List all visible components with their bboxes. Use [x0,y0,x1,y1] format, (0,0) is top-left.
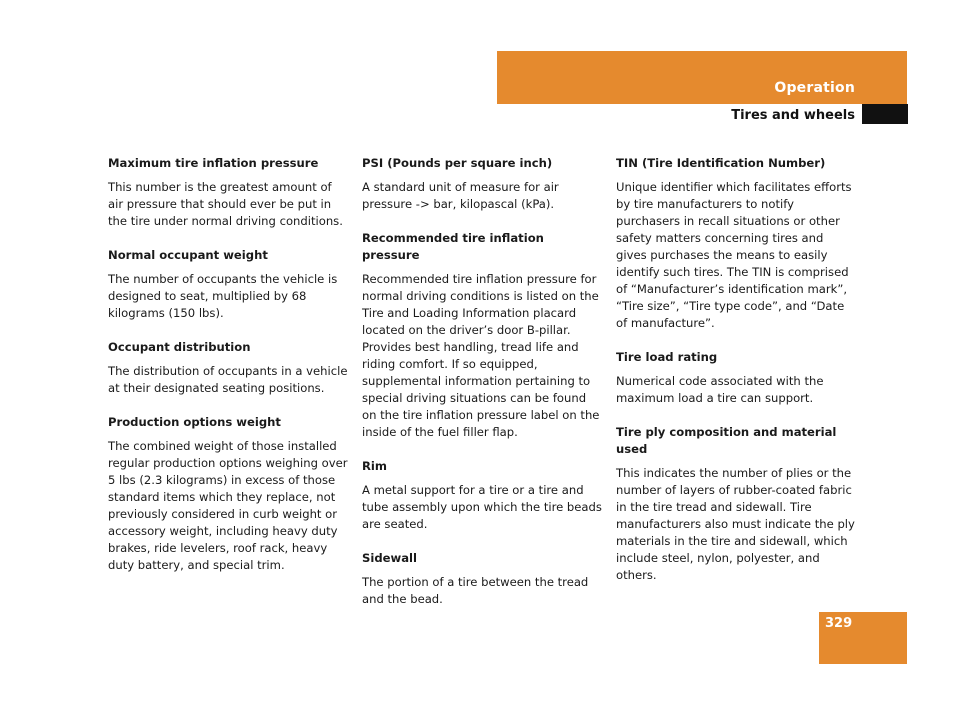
column-2 [362,155,602,625]
term-description: This number is the greatest amount of air pressure that should ever be put in the tire under normal driving conditions. [108,180,343,228]
column-3 [616,155,856,601]
term-description: The number of occupants the vehicle is designed to seat, multiplied by 68 kilograms (150 lbs). [108,272,338,320]
term-heading: Rim [362,459,387,473]
page-number: 329 [825,616,853,631]
term-heading: Production options weight [108,415,281,429]
term-description: Recommended tire inflation pressure for normal driving conditions is listed on the Tire and Loading Information placard located on the driver’s door B-pillar. Provides best handling, tread life and riding comfort. If so equipped, supplemental information pertaining to special driving situations can be found on the tire inflation pressure label on the inside of the fuel filler flap. [362,272,600,439]
term-description: The combined weight of those installed regular production options weighing over 5 lbs (2.3 kilograms) in excess of those standard items which they replace, not previously considered in curb weight or accessory weight, including heavy duty brakes, ride levelers, roof rack, heavy duty battery, and special trim. [108,439,348,572]
term-heading: Occupant distribution [108,340,251,354]
term-description: A standard unit of measure for air pressure -> bar, kilopascal (kPa). [362,180,559,211]
term-heading: Maximum tire inflation pressure [108,156,319,170]
term-heading: Tire ply composition and material used [616,425,837,456]
term-heading: Tire load rating [616,350,718,364]
term-description: This indicates the number of plies or the number of layers of rubber-coated fabric in the tire tread and sidewall. Tire manufacturers also must indicate the ply materials in the tire and sidewall, which include steel, nylon, polyester, and others. [616,466,855,582]
subsection-title: Tires and wheels [731,108,855,123]
term-description: A metal support for a tire or a tire and tube assembly upon which the tire beads are seated. [362,483,602,531]
term-description: Numerical code associated with the maximum load a tire can support. [616,374,824,405]
column-1 [108,155,348,591]
term-description: The distribution of occupants in a vehicle at their designated seating positions. [108,364,348,395]
term-heading: Recommended tire inflation pressure [362,231,544,262]
term-heading: TIN (Tire Identification Number) [616,156,826,170]
term-description: Unique identifier which facilitates efforts by tire manufacturers to notify purchasers in recall situations or other safety matters concerning tires and gives purchases the means to easily identify such tires. The TIN is comprised of “Manufacturer’s identification mark”, “Tire size”, “Tire type code”, and “Date of manufacture”. [616,180,852,330]
header-bar [497,51,907,104]
section-title: Operation [774,80,855,96]
chapter-tab-marker [862,104,908,124]
term-heading: Normal occupant weight [108,248,268,262]
term-heading: Sidewall [362,551,417,565]
term-description: The portion of a tire between the tread and the bead. [362,575,589,606]
term-heading: PSI (Pounds per square inch) [362,156,553,170]
